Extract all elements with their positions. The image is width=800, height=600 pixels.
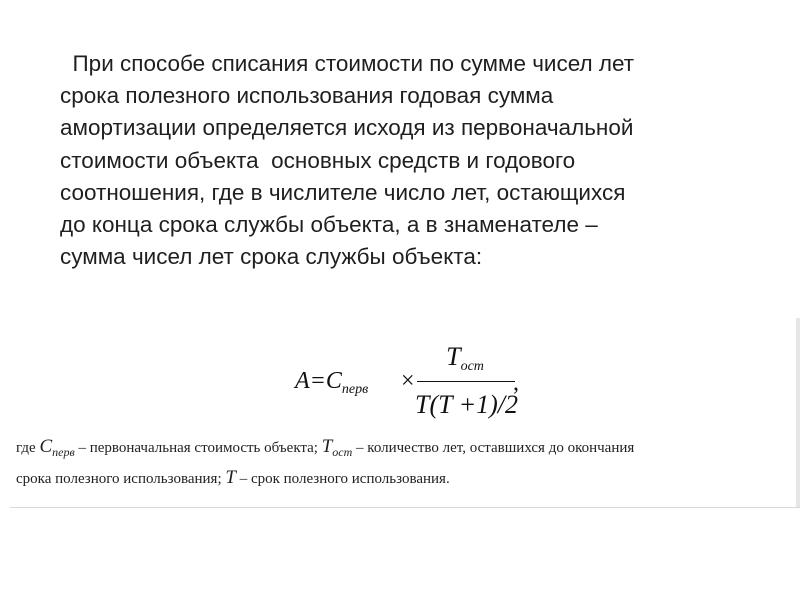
- legend-line: [16, 434, 796, 465]
- paragraph-line: срока полезного использования годовая сумма: [60, 83, 554, 109]
- legend-text: где: [16, 440, 40, 456]
- numerator-subscript: ост: [460, 359, 484, 374]
- legend-subscript: ост: [332, 445, 353, 459]
- paragraph-line: соотношения, где в числителе число лет, остающихся: [60, 179, 626, 205]
- paragraph-line: до конца срока службы объекта, а в знаменателе –: [60, 212, 598, 238]
- formula-lhs-subscript: перв: [341, 382, 369, 397]
- formula-lhs: [295, 368, 368, 398]
- multiply-sign: ×: [401, 368, 415, 394]
- fraction-numerator: [415, 342, 515, 375]
- fraction-denominator: T(T +1)/2: [415, 390, 519, 419]
- legend-variable: T: [321, 436, 333, 457]
- paragraph-line: При способе списания стоимости по сумме чисел лет: [60, 51, 635, 76]
- paragraph-line: стоимости объекта основных средств и годового: [60, 147, 576, 173]
- image-edge: [10, 507, 800, 508]
- legend-variable: T: [225, 467, 236, 488]
- legend-text: – количество лет, оставшихся до окончания: [352, 440, 635, 456]
- legend-variable: C: [39, 436, 53, 457]
- slide-paragraph: [60, 48, 750, 273]
- formula-legend: [16, 434, 796, 492]
- fraction-bar: [417, 381, 515, 382]
- legend-text: – первоначальная стоимость объекта;: [74, 440, 322, 456]
- formula-image: [10, 318, 800, 508]
- legend-text: срока полезного использования;: [16, 471, 226, 487]
- legend-text: – срок полезного использования.: [235, 471, 450, 487]
- image-edge: [796, 318, 800, 508]
- formula-lhs-text: A=C: [295, 368, 342, 394]
- paragraph-line: сумма чисел лет срока службы объекта:: [60, 244, 483, 270]
- paragraph-line: амортизации определяется исходя из первоначальной: [60, 115, 634, 141]
- legend-line: [16, 465, 796, 492]
- formula-comma: ,: [513, 370, 519, 396]
- legend-subscript: перв: [52, 445, 75, 459]
- numerator-text: T: [446, 342, 461, 371]
